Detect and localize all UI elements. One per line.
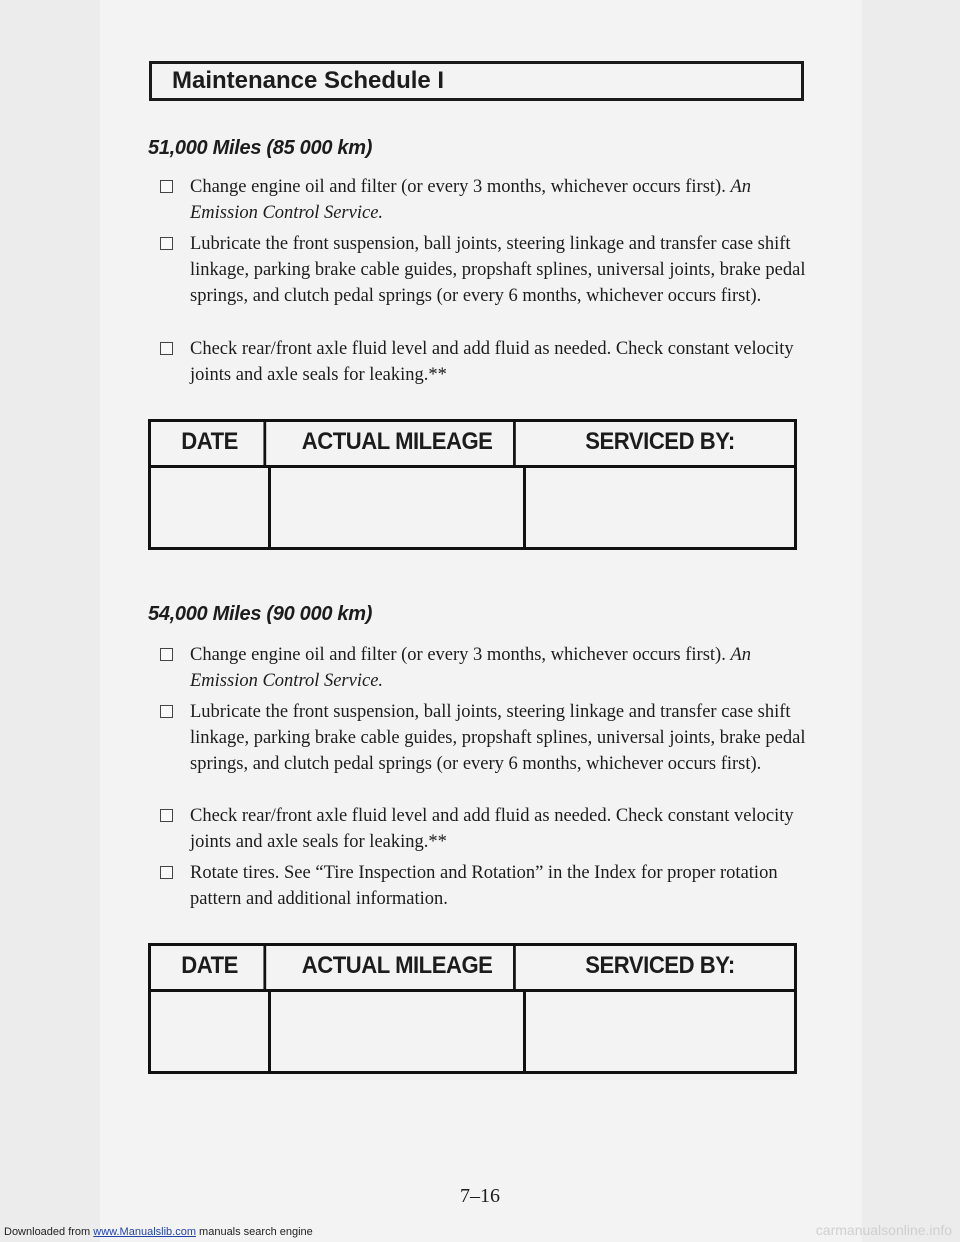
page-header (149, 61, 804, 101)
page-title: Maintenance Schedule I (172, 67, 445, 94)
table-header (151, 946, 794, 992)
header-date: DATE (156, 422, 266, 465)
service-record-table (148, 943, 797, 1074)
checkbox[interactable] (160, 866, 173, 879)
mileage-cell[interactable] (271, 992, 526, 1071)
manualslib-link[interactable]: www.Manualslib.com (93, 1226, 196, 1238)
download-footer: Downloaded from www.Manualslib.com manuals search engine (4, 1226, 313, 1238)
section-title-54000: 54,000 Miles (90 000 km) (148, 603, 373, 625)
page-number: 7–16 (460, 1185, 500, 1207)
mileage-cell[interactable] (271, 468, 526, 547)
table-row (151, 468, 794, 547)
table-row (151, 992, 794, 1071)
date-cell[interactable] (151, 468, 271, 547)
section-title-51000: 51,000 Miles (85 000 km) (148, 137, 373, 159)
header-serviced-by: SERVICED BY: (585, 952, 735, 979)
service-record-table (148, 419, 797, 550)
watermark: carmanualsonline.info (815, 1222, 952, 1238)
checkbox[interactable] (160, 342, 173, 355)
serviced-by-cell[interactable] (526, 468, 794, 547)
header-actual-mileage: ACTUAL MILEAGE (281, 422, 516, 465)
checkbox[interactable] (160, 809, 173, 822)
checkbox[interactable] (160, 180, 173, 193)
header-actual-mileage: ACTUAL MILEAGE (281, 946, 516, 989)
date-cell[interactable] (151, 992, 271, 1071)
serviced-by-cell[interactable] (526, 992, 794, 1071)
checkbox[interactable] (160, 648, 173, 661)
header-serviced-by: SERVICED BY: (585, 428, 735, 455)
checkbox[interactable] (160, 237, 173, 250)
header-date: DATE (156, 946, 266, 989)
checkbox[interactable] (160, 705, 173, 718)
table-header (151, 422, 794, 468)
